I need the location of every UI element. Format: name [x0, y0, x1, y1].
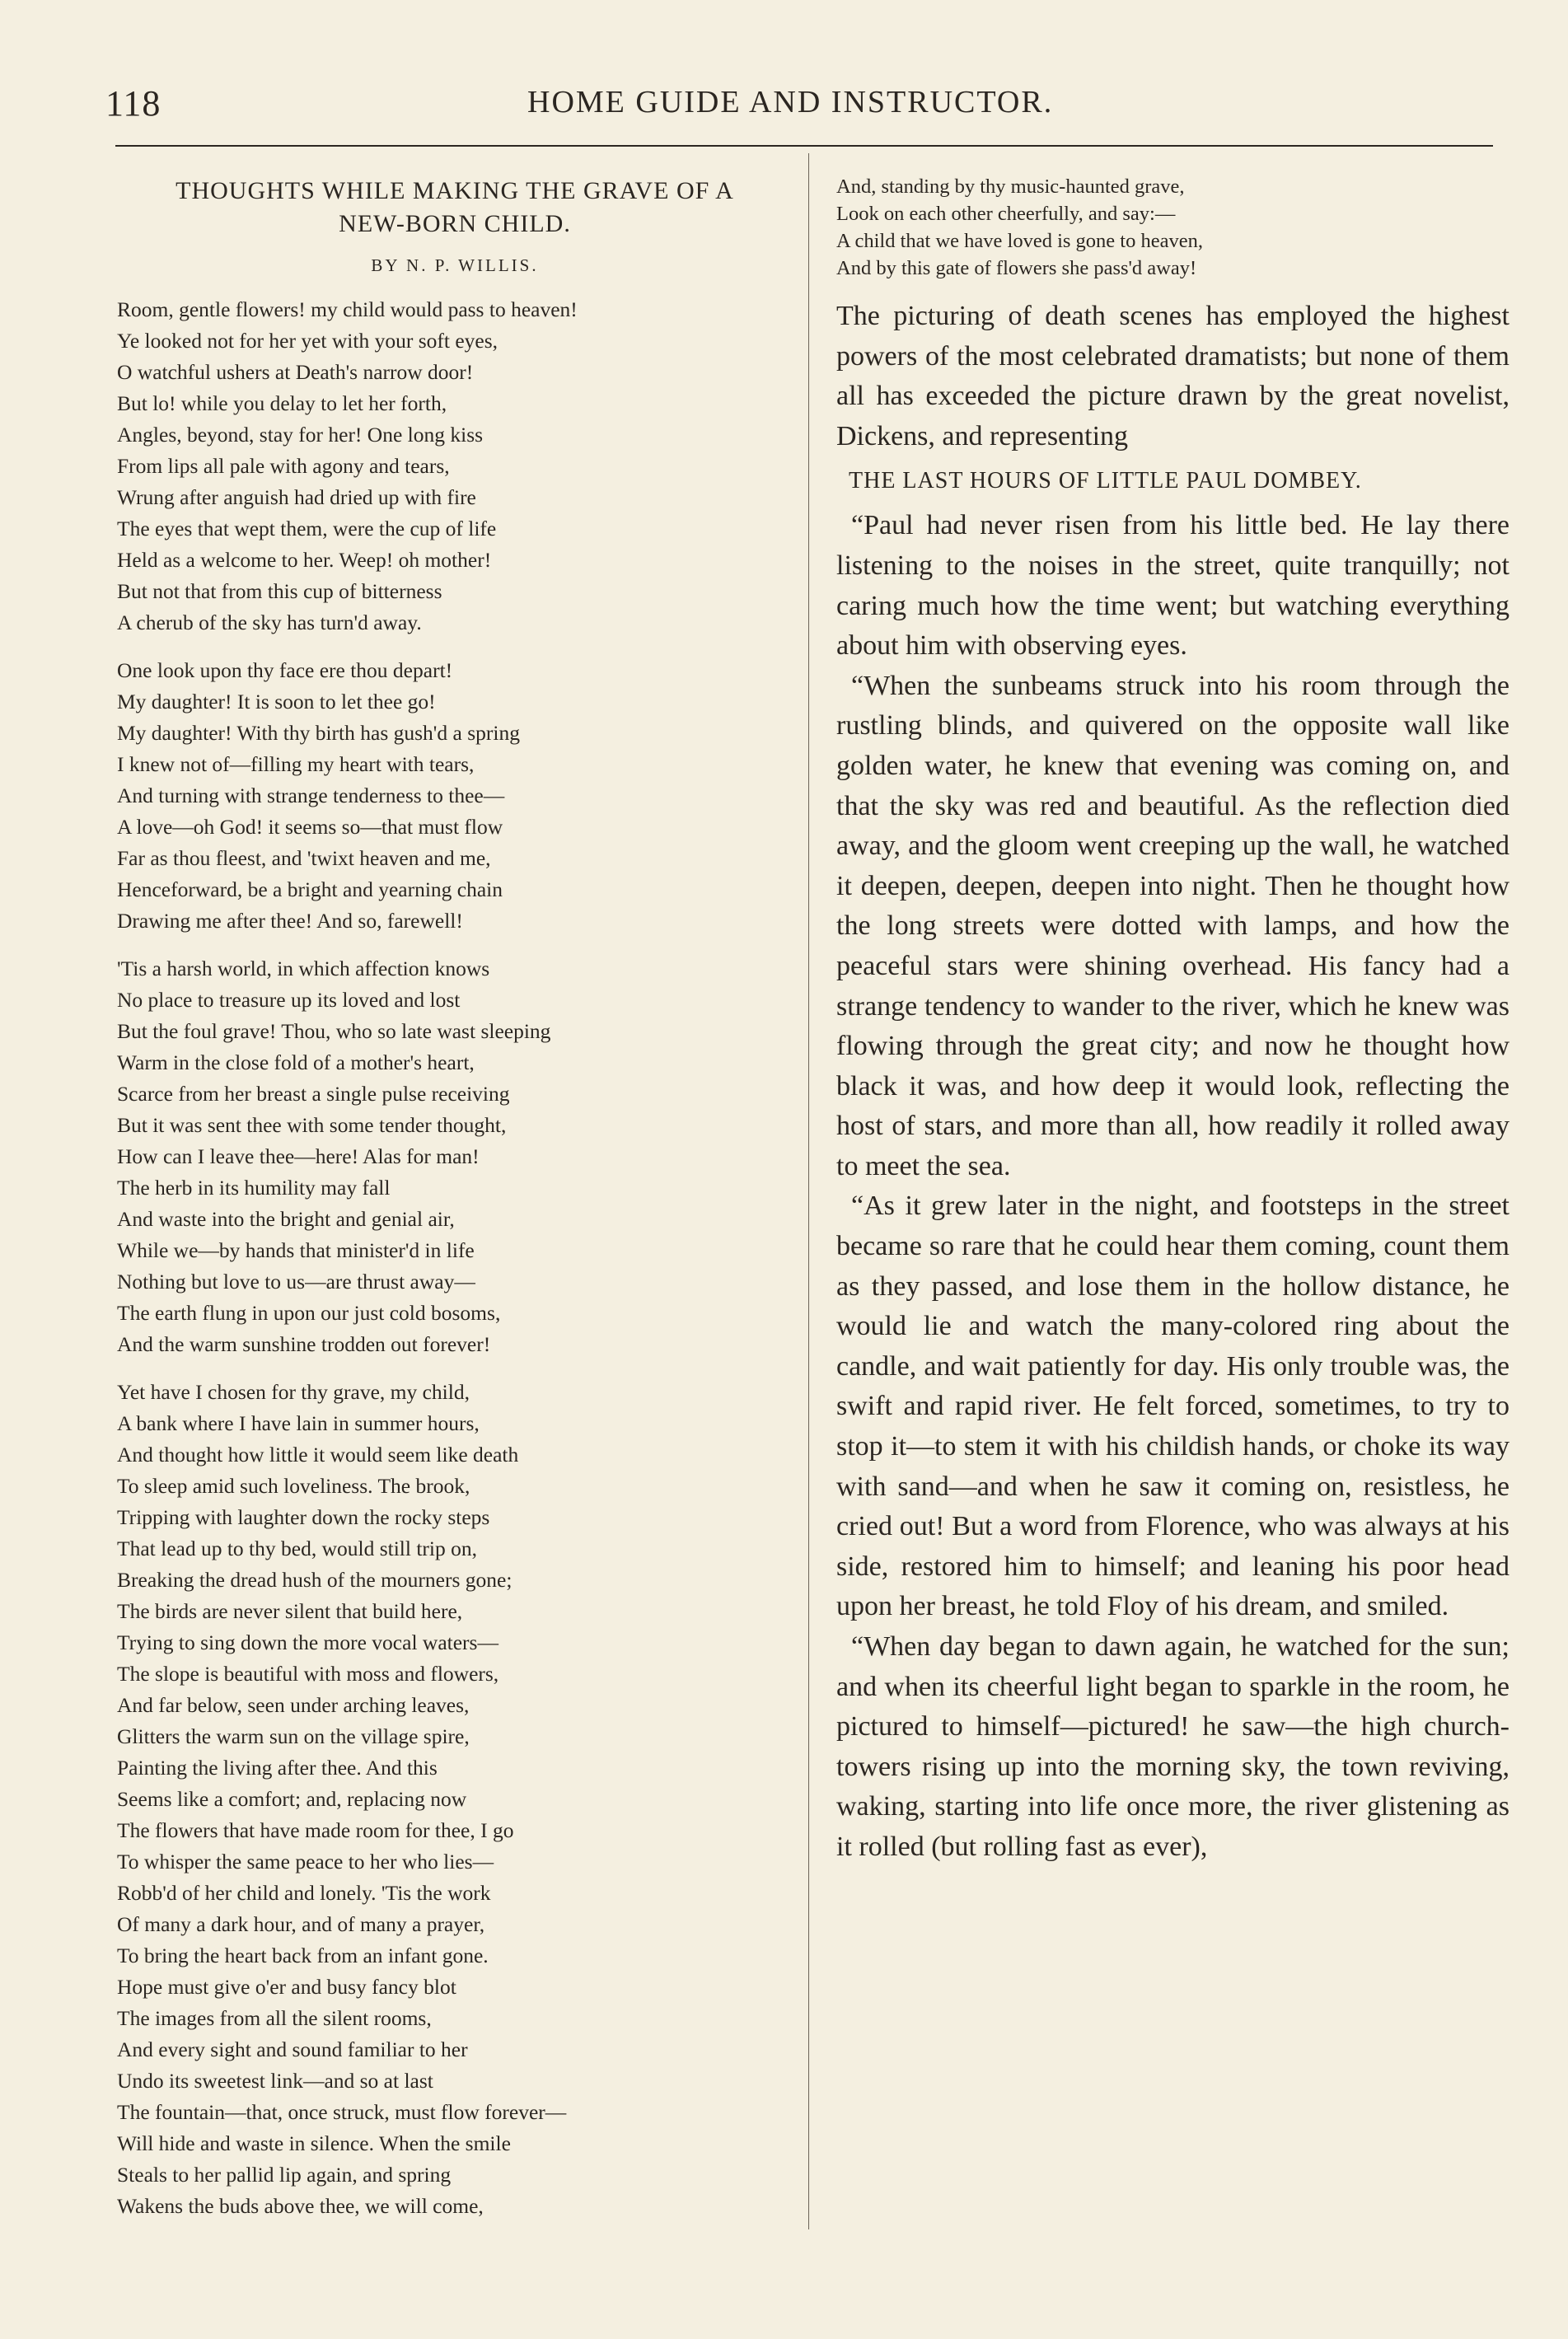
- article-paragraph: “Paul had never risen from his little bed. He lay there listening to the noises in the street, quite tranquilly; not caring much how the time went; but watching everything about him with observing eyes.: [836, 510, 1509, 662]
- poem-line: No place to treasure up its loved and lost: [117, 988, 461, 1012]
- poem-line: The images from all the silent rooms,: [117, 2006, 432, 2030]
- poem-line: And, standing by thy music-haunted grave,: [836, 175, 1185, 198]
- poem-line: To bring the heart back from an infant gone.: [117, 1944, 489, 1967]
- poem-body: [117, 294, 793, 2222]
- article-paragraph: “When day began to dawn again, he watched for the sun; and when its cheerful light began to sparkle in the room, he pictured to himself—pictured! he saw—the high church-towers rising up into the morning sky, the town reviving, waking, starting into life once more, the river glistening as it rolled (but rolling fast as ever),: [836, 1631, 1509, 1862]
- poem-line: I knew not of—filling my heart with tears,: [117, 752, 475, 776]
- poem-continuation: [836, 173, 1509, 282]
- article-heading: THE LAST HOURS OF LITTLE PAUL DOMBEY.: [849, 468, 1362, 494]
- poem-line: A child that we have loved is gone to heaven,: [836, 230, 1203, 252]
- left-column: [117, 173, 793, 2238]
- poem-line: Henceforward, be a bright and yearning chain: [117, 877, 503, 901]
- poem-line: Angles, beyond, stay for her! One long kiss: [117, 423, 484, 447]
- article-intro: The picturing of death scenes has employed the highest powers of the most celebrated dramatists; but none of them all has exceeded the picture drawn by the great novelist, Dickens, and representing: [836, 301, 1509, 451]
- poem-line: Painting the living after thee. And this: [117, 1756, 438, 1780]
- poem-line: The flowers that have made room for thee, I go: [117, 1818, 514, 1842]
- poem-stanza: [117, 953, 793, 1360]
- poem-line: A cherub of the sky has turn'd away.: [117, 610, 422, 634]
- poem-line: How can I leave thee—here! Alas for man!: [117, 1144, 480, 1168]
- poem-line: But the foul grave! Thou, who so late wast sleeping: [117, 1019, 551, 1043]
- poem-line: Wakens the buds above thee, we will come,: [117, 2194, 484, 2218]
- poem-stanza: [117, 655, 793, 937]
- running-title: HOME GUIDE AND INSTRUCTOR.: [527, 85, 1054, 119]
- poem-line: And the warm sunshine trodden out forever!: [117, 1332, 491, 1356]
- poem-line: Seems like a comfort; and, replacing now: [117, 1787, 467, 1811]
- poem-byline: BY N. P. WILLIS.: [371, 255, 539, 275]
- poem-line: The eyes that wept them, were the cup of life: [117, 517, 497, 540]
- poem-line: Warm in the close fold of a mother's heart,: [117, 1050, 475, 1074]
- poem-line: From lips all pale with agony and tears,: [117, 454, 450, 478]
- poem-title-line: NEW-BORN CHILD.: [339, 210, 571, 237]
- page-number: 118: [105, 83, 161, 124]
- poem-line: Far as thou fleest, and 'twixt heaven and me,: [117, 846, 491, 870]
- poem-title-line: THOUGHTS WHILE MAKING THE GRAVE OF A: [176, 177, 734, 204]
- poem-line: A bank where I have lain in summer hours,: [117, 1411, 480, 1435]
- poem-line: That lead up to thy bed, would still trip on,: [117, 1537, 477, 1560]
- poem-line: And thought how little it would seem like death: [117, 1443, 519, 1467]
- poem-line: The birds are never silent that build here,: [117, 1599, 463, 1623]
- poem-line: Hope must give o'er and busy fancy blot: [117, 1975, 456, 1999]
- poem-stanza: [117, 1377, 793, 2222]
- poem-line: And every sight and sound familiar to her: [117, 2037, 468, 2061]
- poem-line: Room, gentle flowers! my child would pass to heaven!: [117, 297, 578, 321]
- poem-line: Tripping with laughter down the rocky steps: [117, 1505, 490, 1529]
- poem-line: To whisper the same peace to her who lies—: [117, 1850, 494, 1874]
- poem-line: Steals to her pallid lip again, and spring: [117, 2163, 452, 2187]
- poem-line: To sleep amid such loveliness. The brook,: [117, 1474, 470, 1498]
- poem-line: Yet have I chosen for thy grave, my child,: [117, 1380, 470, 1404]
- poem-line: The fountain—that, once struck, must flow forever—: [117, 2100, 567, 2124]
- article-paragraph: “As it grew later in the night, and footsteps in the street became so rare that he could hear them coming, count them as they passed, and lose them in the hollow distance, he would lie and watch the many-colored ring about the candle, and wait patiently for day. His only trouble was, the swift and rapid river. He felt forced, sometimes, to try to stop it—to stem it with his childish hands, or choke its way with sand—and when he saw it coming on, resistless, he cried out! But a word from Florence, who was always at his side, restored him to himself; and leaning his poor head upon her breast, he told Floy of his dream, and smiled.: [836, 1191, 1509, 1622]
- poem-line: 'Tis a harsh world, in which affection knows: [117, 957, 490, 980]
- poem-line: Of many a dark hour, and of many a prayer,: [117, 1912, 485, 1936]
- poem-line: The herb in its humility may fall: [117, 1176, 391, 1200]
- poem-line: But it was sent thee with some tender thought,: [117, 1113, 507, 1137]
- poem-line: Breaking the dread hush of the mourners gone;: [117, 1568, 513, 1592]
- poem-line: And turning with strange tenderness to thee—: [117, 784, 505, 807]
- poem-line: Look on each other cheerfully, and say:—: [836, 203, 1176, 225]
- poem-line: Trying to sing down the more vocal waters—: [117, 1630, 498, 1654]
- header-rule: [115, 145, 1493, 147]
- poem-line: My daughter! It is soon to let thee go!: [117, 690, 436, 713]
- article-body: [836, 506, 1509, 1867]
- column-divider: [808, 153, 809, 2229]
- poem-line: But not that from this cup of bitterness: [117, 579, 442, 603]
- poem-line: My daughter! With thy birth has gush'd a spring: [117, 721, 520, 745]
- poem-line: Ye looked not for her yet with your soft eyes,: [117, 329, 498, 353]
- poem-line: And far below, seen under arching leaves,: [117, 1693, 470, 1717]
- poem-stanza: [117, 294, 793, 639]
- poem-line: And by this gate of flowers she pass'd away!: [836, 257, 1197, 279]
- poem-line: Nothing but love to us—are thrust away—: [117, 1270, 475, 1293]
- poem-line: Wrung after anguish had dried up with fire: [117, 485, 476, 509]
- poem-line: The slope is beautiful with moss and flowers,: [117, 1662, 499, 1686]
- poem-line: One look upon thy face ere thou depart!: [117, 658, 453, 682]
- poem-line: The earth flung in upon our just cold bosoms,: [117, 1301, 501, 1325]
- poem-line: Robb'd of her child and lonely. 'Tis the work: [117, 1881, 491, 1905]
- poem-line: Scarce from her breast a single pulse receiving: [117, 1082, 510, 1106]
- poem-line: Held as a welcome to her. Weep! oh mother!: [117, 548, 492, 572]
- poem-line: Undo its sweetest link—and so at last: [117, 2069, 433, 2093]
- poem-title: [117, 175, 793, 241]
- poem-line: Will hide and waste in silence. When the smile: [117, 2131, 511, 2155]
- poem-line: Glitters the warm sun on the village spire,: [117, 1724, 470, 1748]
- poem-line: And waste into the bright and genial air,: [117, 1207, 455, 1231]
- article-paragraph: “When the sunbeams struck into his room through the rustling blinds, and quivered on the opposite wall like golden water, he knew that evening was coming on, and that the sky was red and beautiful. As the reflection died away, and the gloom went creeping up the wall, he watched it deepen, deepen, deepen into night. Then he thought how the long streets were dotted with lamps, and how the peaceful stars were shining overhead. His fancy had a strange tendency to wander to the river, which he knew was flowing through the great city; and now he thought how black it was, and how deep it would look, reflecting the host of stars, and more than all, how readily it rolled away to meet the sea.: [836, 670, 1509, 1181]
- poem-line: Drawing me after thee! And so, farewell!: [117, 909, 463, 933]
- poem-line: O watchful ushers at Death's narrow door!: [117, 360, 474, 384]
- poem-line: A love—oh God! it seems so—that must flow: [117, 815, 503, 839]
- poem-line: But lo! while you delay to let her forth,: [117, 391, 447, 415]
- poem-line: While we—by hands that minister'd in life: [117, 1238, 475, 1262]
- right-column: [836, 173, 1509, 1868]
